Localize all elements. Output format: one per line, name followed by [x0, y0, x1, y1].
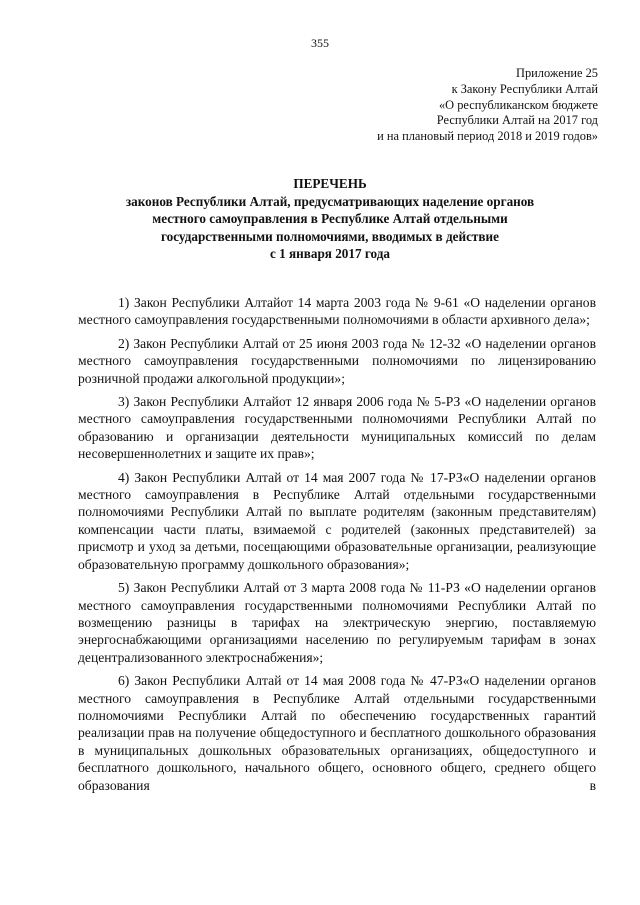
law-list-item: 2) Закон Республики Алтай от 25 июня 2003 года № 12-32 «О наделении органов местного самоуправления государственными полномочиями по лицензированию розничной продажи алкогольной продукции»;	[78, 335, 596, 386]
law-list	[78, 294, 596, 800]
title-heading: ПЕРЕЧЕНЬ	[293, 176, 367, 191]
title-line: государственными полномочиями, вводимых в действие	[161, 228, 499, 244]
title-line: законов Республики Алтай, предусматривающих наделение органов	[125, 193, 535, 209]
title-line: местного самоуправления в Республике Алтай отдельными	[152, 211, 508, 227]
appendix-reference	[377, 66, 598, 145]
appendix-line: Республики Алтай на 2017 год	[436, 113, 598, 128]
law-list-item: 5) Закон Республики Алтай от 3 марта 2008 года № 11-РЗ «О наделении органов местного самоуправления государственными полномочиями Республики Алтай по возмещению разницы в тарифах на электрическую энергию, поставляемую энергоснабжающими организациями населению по регулируемым тарифам в зонах децентрализованного электроснабжения»;	[78, 580, 596, 665]
document-title	[60, 175, 600, 263]
appendix-line: к Закону Республики Алтай	[451, 81, 598, 96]
law-list-item: 6) Закон Республики Алтай от 14 мая 2008 года № 47-РЗ«О наделении органов местного самоуправления в Республике Алтай отдельными государственными полномочиями Республики Алтай по обеспечению государственных гарантий реализации прав на получение общедоступного и бесплатного дошкольного образования в муниципальных дошкольных образовательных организациях, общедоступного и бесплатного дошкольного, начального общего, основного общего, среднего общего образования в	[78, 673, 596, 793]
page-number: 355	[311, 36, 329, 50]
appendix-line: Приложение 25	[516, 66, 598, 80]
title-line: с 1 января 2017 года	[269, 246, 391, 262]
appendix-line: «О республиканском бюджете	[438, 97, 598, 112]
law-list-item: 1) Закон Республики Алтайот 14 марта 2003 года № 9-61 «О наделении органов местного самоуправления государственными полномочиями в области архивного дела»;	[78, 295, 596, 328]
law-list-item: 4) Закон Республики Алтай от 14 мая 2007 года № 17-РЗ«О наделении органов местного самоуправления в Республике Алтай отдельными государственными полномочиями Республики Алтай по выплате родителям (законным представителям) компенсации части платы, взимаемой с родителей (законных представителей) за присмотр и уход за детьми, посещающими образовательные организации, реализующие образовательную программу дошкольного образования»;	[78, 469, 596, 572]
law-list-item: 3) Закон Республики Алтайот 12 января 2006 года № 5-РЗ «О наделении органов местного самоуправления государственными полномочиями Республики Алтай по образованию и организации деятельности муниципальных комиссий по делам несовершеннолетних и защите их прав»;	[78, 394, 596, 462]
appendix-line: и на плановый период 2018 и 2019 годов»	[377, 129, 598, 144]
